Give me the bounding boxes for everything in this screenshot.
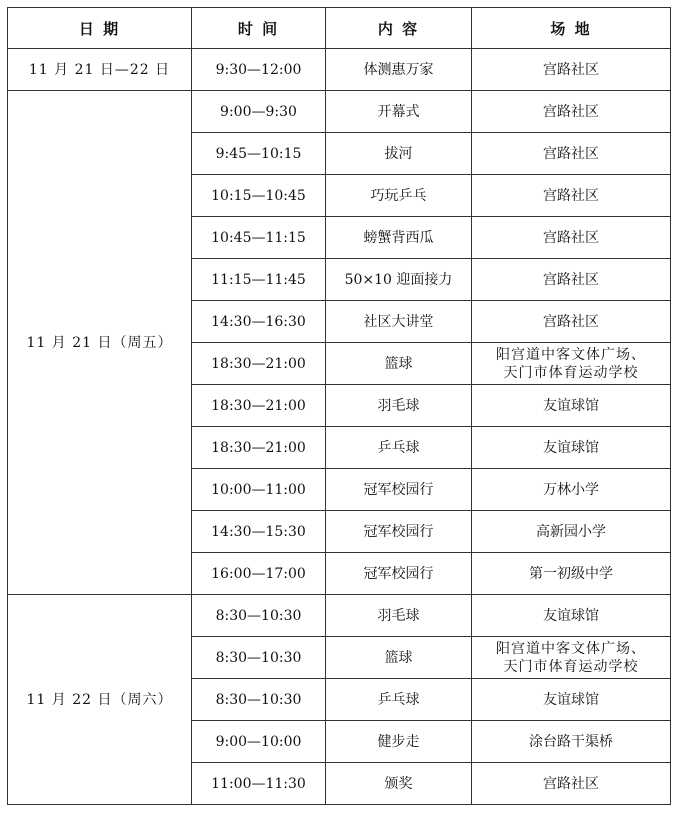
venue-cell xyxy=(472,553,671,595)
venue-cell xyxy=(472,385,671,427)
venue-cell xyxy=(472,133,671,175)
content-cell: 羽毛球 xyxy=(326,595,472,637)
time-cell: 9:30—12:00 xyxy=(192,49,326,91)
venue-line: 宫路社区 xyxy=(543,313,599,330)
venue-line: 宫路社区 xyxy=(543,145,599,162)
time-cell: 8:30—10:30 xyxy=(192,679,326,721)
venue-cell xyxy=(472,49,671,91)
schedule-body xyxy=(8,49,671,805)
venue-line: 宫路社区 xyxy=(543,775,599,792)
table-row xyxy=(8,91,671,133)
time-cell: 18:30—21:00 xyxy=(192,427,326,469)
content-cell: 羽毛球 xyxy=(326,385,472,427)
header-content: 内 容 xyxy=(326,8,472,49)
venue-cell xyxy=(472,343,671,385)
venue-line: 阳宫道中客文体广场、 xyxy=(496,346,646,363)
venue-cell xyxy=(472,91,671,133)
content-cell: 冠军校园行 xyxy=(326,511,472,553)
venue-cell xyxy=(472,259,671,301)
venue-line: 宫路社区 xyxy=(543,229,599,246)
content-cell: 颁奖 xyxy=(326,763,472,805)
time-cell: 10:15—10:45 xyxy=(192,175,326,217)
content-cell: 社区大讲堂 xyxy=(326,301,472,343)
date-cell: 11 月 22 日（周六） xyxy=(8,595,192,805)
venue-line: 阳宫道中客文体广场、 xyxy=(496,640,646,657)
time-cell: 18:30—21:00 xyxy=(192,343,326,385)
schedule-table xyxy=(7,7,671,805)
time-cell: 8:30—10:30 xyxy=(192,637,326,679)
time-cell: 9:00—9:30 xyxy=(192,91,326,133)
venue-line: 涂台路干渠桥 xyxy=(529,733,613,750)
time-cell: 18:30—21:00 xyxy=(192,385,326,427)
venue-cell xyxy=(472,637,671,679)
content-cell: 巧玩乒乓 xyxy=(326,175,472,217)
venue-line: 宫路社区 xyxy=(543,103,599,120)
content-cell: 健步走 xyxy=(326,721,472,763)
venue-line: 第一初级中学 xyxy=(529,565,613,582)
header-row xyxy=(8,8,671,49)
time-cell: 16:00—17:00 xyxy=(192,553,326,595)
content-cell: 乒乓球 xyxy=(326,679,472,721)
venue-line: 友谊球馆 xyxy=(543,439,599,456)
venue-line: 天门市体育运动学校 xyxy=(503,364,639,381)
time-cell: 9:45—10:15 xyxy=(192,133,326,175)
venue-cell xyxy=(472,511,671,553)
table-row xyxy=(8,49,671,91)
venue-line: 万林小学 xyxy=(543,481,599,498)
header-venue: 场 地 xyxy=(472,8,671,49)
date-cell: 11 月 21 日—22 日 xyxy=(8,49,192,91)
header-time: 时 间 xyxy=(192,8,326,49)
time-cell: 8:30—10:30 xyxy=(192,595,326,637)
venue-cell xyxy=(472,175,671,217)
time-cell: 10:45—11:15 xyxy=(192,217,326,259)
content-cell: 螃蟹背西瓜 xyxy=(326,217,472,259)
content-cell: 冠军校园行 xyxy=(326,469,472,511)
venue-cell xyxy=(472,301,671,343)
date-cell: 11 月 21 日（周五） xyxy=(8,91,192,595)
content-cell: 乒乓球 xyxy=(326,427,472,469)
header-date: 日 期 xyxy=(8,8,192,49)
content-cell: 体测惠万家 xyxy=(326,49,472,91)
venue-line: 宫路社区 xyxy=(543,61,599,78)
time-cell: 10:00—11:00 xyxy=(192,469,326,511)
venue-line: 宫路社区 xyxy=(543,187,599,204)
venue-cell xyxy=(472,721,671,763)
venue-line: 友谊球馆 xyxy=(543,691,599,708)
time-cell: 14:30—15:30 xyxy=(192,511,326,553)
content-cell: 篮球 xyxy=(326,343,472,385)
content-cell: 拔河 xyxy=(326,133,472,175)
content-cell: 冠军校园行 xyxy=(326,553,472,595)
venue-cell xyxy=(472,679,671,721)
venue-line: 友谊球馆 xyxy=(543,397,599,414)
time-cell: 14:30—16:30 xyxy=(192,301,326,343)
venue-cell xyxy=(472,469,671,511)
venue-line: 宫路社区 xyxy=(543,271,599,288)
content-cell: 开幕式 xyxy=(326,91,472,133)
table-row xyxy=(8,595,671,637)
venue-cell xyxy=(472,427,671,469)
time-cell: 9:00—10:00 xyxy=(192,721,326,763)
content-cell: 篮球 xyxy=(326,637,472,679)
venue-cell xyxy=(472,595,671,637)
venue-line: 天门市体育运动学校 xyxy=(503,658,639,675)
venue-cell xyxy=(472,217,671,259)
content-cell: 50×10 迎面接力 xyxy=(326,259,472,301)
venue-line: 友谊球馆 xyxy=(543,607,599,624)
venue-cell xyxy=(472,763,671,805)
venue-line: 高新园小学 xyxy=(536,523,606,540)
time-cell: 11:00—11:30 xyxy=(192,763,326,805)
time-cell: 11:15—11:45 xyxy=(192,259,326,301)
